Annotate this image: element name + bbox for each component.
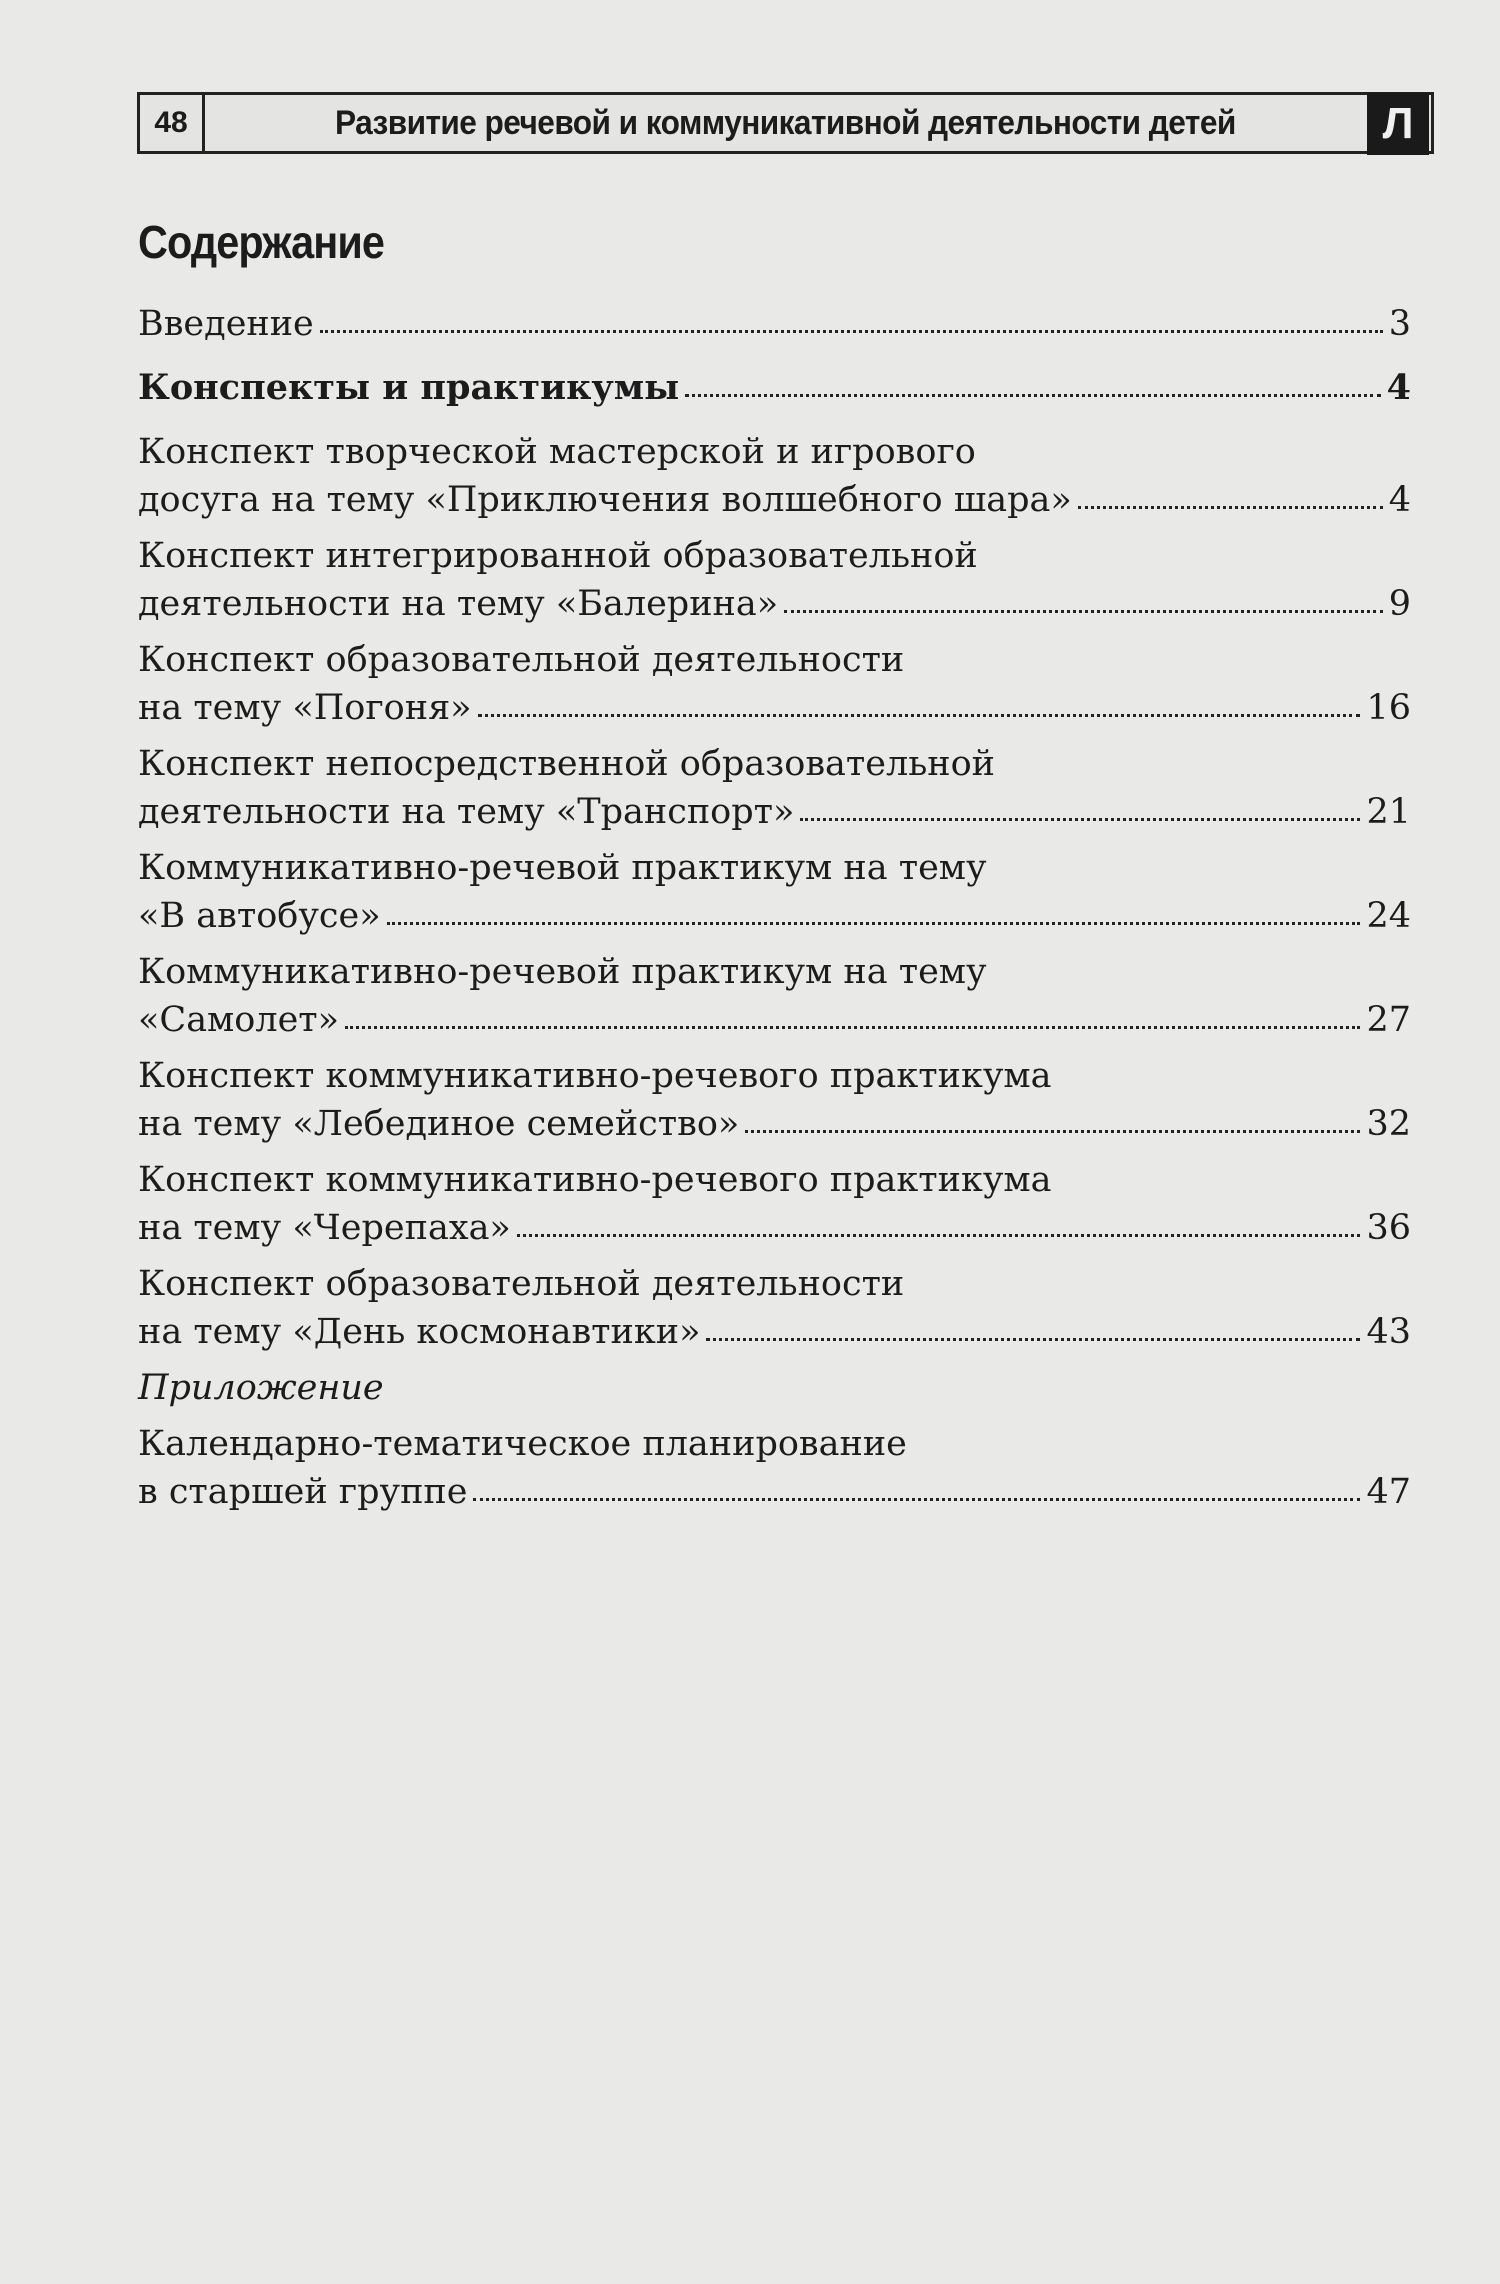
toc-entry-page: 32 xyxy=(1366,1104,1411,1144)
toc-entry-title-line: Конспект творческой мастерской и игрового xyxy=(138,432,976,472)
toc-entry[interactable] xyxy=(138,532,1411,628)
dot-leader xyxy=(745,1128,1360,1133)
toc-entry[interactable] xyxy=(138,1052,1411,1148)
toc-entry-title-line: Конспект непосредственной образовательной xyxy=(138,744,996,784)
toc-entry-page: 27 xyxy=(1366,1000,1411,1040)
page-header xyxy=(137,92,1434,154)
toc-entry[interactable] xyxy=(138,740,1411,836)
toc-entry-title-line: «В автобусе» xyxy=(138,896,381,936)
toc-section[interactable] xyxy=(138,364,1411,412)
toc-entry-title: Введение xyxy=(138,304,314,344)
dot-leader xyxy=(685,392,1380,397)
toc-entry-title-line: на тему «Черепаха» xyxy=(138,1208,511,1248)
dot-leader xyxy=(784,608,1383,613)
toc-entry-page: 47 xyxy=(1366,1472,1411,1512)
toc-entry[interactable] xyxy=(138,1260,1411,1356)
toc-entry-title-line: на тему «Лебединое семейство» xyxy=(138,1104,740,1144)
toc-entry[interactable] xyxy=(138,636,1411,732)
dot-leader xyxy=(478,712,1361,717)
toc-entry-title-line: Конспект интегрированной образовательной xyxy=(138,536,978,576)
toc-entry-title-line: Коммуникативно-речевой практикум на тему xyxy=(138,848,987,888)
dot-leader xyxy=(706,1336,1360,1341)
appendix-label: Приложение xyxy=(138,1368,384,1408)
toc-entry-page: 43 xyxy=(1366,1312,1411,1352)
dot-leader xyxy=(345,1024,1360,1029)
toc-entry[interactable] xyxy=(138,948,1411,1044)
toc-entry-page: 3 xyxy=(1388,304,1411,344)
toc-entry-page: 4 xyxy=(1386,367,1411,408)
toc-entry-title-line: Календарно-тематическое планирование xyxy=(138,1424,907,1464)
toc-entry-title-line: досуга на тему «Приключения волшебного шара» xyxy=(138,480,1072,520)
toc-entry-title-line: на тему «День космонавтики» xyxy=(138,1312,701,1352)
toc-entry-title-line: деятельности на тему «Транспорт» xyxy=(138,792,795,832)
toc-entry-title-line: «Самолет» xyxy=(138,1000,340,1040)
toc-entry-title-line: в старшей группе xyxy=(138,1472,468,1512)
toc-entry-page: 21 xyxy=(1366,792,1411,832)
toc-entry-title-line: на тему «Погоня» xyxy=(138,688,472,728)
running-title: Развитие речевой и коммуникативной деятельности детей xyxy=(335,103,1236,142)
dot-leader xyxy=(473,1496,1360,1501)
toc-entry-page: 36 xyxy=(1366,1208,1411,1248)
page-number: 48 xyxy=(140,95,205,151)
toc-entry-page: 4 xyxy=(1388,480,1411,520)
toc-entry-appendix[interactable] xyxy=(138,1420,1411,1516)
publisher-logo: Л xyxy=(1367,93,1429,155)
toc-entry[interactable] xyxy=(138,1156,1411,1252)
dot-leader xyxy=(320,328,1383,333)
dot-leader xyxy=(1078,504,1383,509)
toc-entry-title-line: Конспект коммуникативно-речевого практикума xyxy=(138,1160,1052,1200)
toc-entry[interactable] xyxy=(138,428,1411,524)
toc-entry[interactable] xyxy=(138,844,1411,940)
toc-entry[interactable] xyxy=(138,300,1411,348)
dot-leader xyxy=(800,816,1360,821)
toc-entry-title-line: деятельности на тему «Балерина» xyxy=(138,584,779,624)
dot-leader xyxy=(517,1232,1361,1237)
toc-entry-title-line: Коммуникативно-речевой практикум на тему xyxy=(138,952,987,992)
toc-entry-title: Конспекты и практикумы xyxy=(138,367,680,408)
toc-entry-page: 16 xyxy=(1366,688,1411,728)
table-of-contents xyxy=(138,300,1411,1524)
toc-entry-title-line: Конспект образовательной деятельности xyxy=(138,1264,905,1304)
dot-leader xyxy=(387,920,1361,925)
toc-heading: Содержание xyxy=(138,216,385,268)
toc-entry-title-line: Конспект коммуникативно-речевого практикума xyxy=(138,1056,1052,1096)
toc-entry-page: 9 xyxy=(1388,584,1411,624)
toc-entry-title-line: Конспект образовательной деятельности xyxy=(138,640,905,680)
toc-entry-page: 24 xyxy=(1366,896,1411,936)
